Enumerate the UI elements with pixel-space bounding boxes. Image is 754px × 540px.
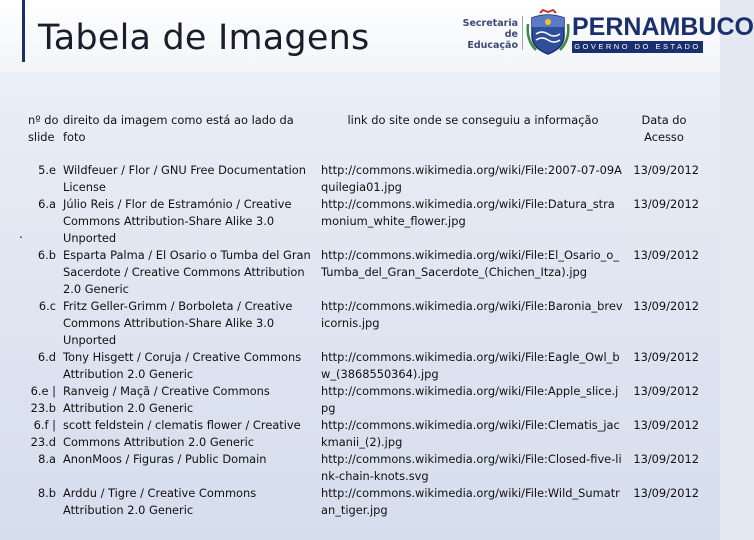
cell-rights: Wildfeuer / Flor / GNU Free Documentation License bbox=[63, 163, 306, 194]
cell-link[interactable]: http://commons.wikimedia.org/wiki/File:El_Osario_o_Tumba_del_Gran_Sacerdote_(Chichen_Itza).jpg bbox=[321, 248, 620, 279]
table-row bbox=[24, 196, 702, 247]
state-subtitle: GOVERNO DO ESTADO bbox=[572, 41, 703, 53]
cell-date: 13/09/2012 bbox=[633, 486, 699, 500]
cell-link[interactable]: http://commons.wikimedia.org/wiki/File:2007-07-09Aquilegia01.jpg bbox=[321, 163, 622, 194]
table-row bbox=[24, 298, 702, 349]
page-title: Tabela de Imagens bbox=[38, 18, 370, 58]
state-name: PERNAMBUCO bbox=[572, 13, 754, 41]
table-row bbox=[24, 417, 702, 451]
cell-slide: 6.a bbox=[38, 197, 56, 211]
table-row bbox=[24, 451, 702, 485]
cell-rights: Arddu / Tigre / Creative Commons Attribution 2.0 Generic bbox=[63, 486, 257, 517]
cell-link[interactable]: http://commons.wikimedia.org/wiki/File:Datura_stramonium_white_flower.jpg bbox=[321, 197, 615, 228]
cell-date: 13/09/2012 bbox=[633, 452, 699, 466]
cell-rights: Esparta Palma / El Osario o Tumba del Gran Sacerdote / Creative Commons Attribution 2.0 Generic bbox=[63, 248, 311, 296]
cell-date: 13/09/2012 bbox=[633, 299, 699, 313]
table-row bbox=[24, 485, 702, 519]
table-row bbox=[24, 247, 702, 298]
table-header-row bbox=[24, 112, 702, 146]
cell-slide: 6.e | 23.b bbox=[30, 384, 56, 415]
cell-slide: 8.a bbox=[38, 452, 56, 466]
image-credits-table bbox=[24, 112, 702, 519]
cell-date: 13/09/2012 bbox=[633, 197, 699, 211]
cell-slide: 8.b bbox=[37, 486, 56, 500]
cell-rights: Ranveig / Maçã / Creative Commons Attribution 2.0 Generic bbox=[63, 384, 270, 415]
secretaria-line-1: Secretaria de bbox=[462, 18, 518, 40]
secretaria-line-2: Educação bbox=[467, 40, 518, 51]
cell-date: 13/09/2012 bbox=[633, 384, 699, 398]
cell-link[interactable]: http://commons.wikimedia.org/wiki/File:Eagle_Owl_bw_(3868550364).jpg bbox=[321, 350, 620, 381]
cell-link[interactable]: http://commons.wikimedia.org/wiki/File:Apple_slice.jpg bbox=[321, 384, 619, 415]
header-image-rights: direito da imagem como está ao lado da foto bbox=[63, 113, 294, 144]
cell-rights: AnonMoos / Figuras / Public Domain bbox=[63, 452, 267, 466]
government-logo bbox=[452, 10, 754, 56]
image-table-container bbox=[24, 112, 702, 519]
header-spacer bbox=[24, 146, 702, 162]
cell-date: 13/09/2012 bbox=[633, 418, 699, 432]
header-slide-number: nº do slide bbox=[28, 113, 59, 144]
cell-date: 13/09/2012 bbox=[633, 350, 699, 364]
header-accent-line bbox=[22, 0, 25, 62]
cell-link[interactable]: http://commons.wikimedia.org/wiki/File:Clematis_jackmanii_(2).jpg bbox=[321, 418, 620, 449]
cell-link[interactable]: http://commons.wikimedia.org/wiki/File:Closed-five-link-chain-knots.svg bbox=[321, 452, 622, 483]
cell-date: 13/09/2012 bbox=[633, 248, 699, 262]
cell-rights: Fritz Geller-Grimm / Borboleta / Creative Commons Attribution-Share Alike 3.0 Unported bbox=[63, 299, 293, 347]
table-row bbox=[24, 162, 702, 196]
coat-of-arms-icon bbox=[526, 10, 570, 56]
cell-slide: 5.e bbox=[38, 163, 56, 177]
header-source-link: link do site onde se conseguiu a informação bbox=[347, 113, 599, 127]
table-row bbox=[24, 349, 702, 383]
cell-link[interactable]: http://commons.wikimedia.org/wiki/File:Baronia_brevicornis.jpg bbox=[321, 299, 623, 330]
logo-divider bbox=[522, 16, 523, 50]
cell-rights: scott feldstein / clematis flower / Creative Commons Attribution 2.0 Generic bbox=[63, 418, 301, 449]
stray-bullet-mark: . bbox=[19, 227, 23, 241]
cell-link[interactable]: http://commons.wikimedia.org/wiki/File:Wild_Sumatran_tiger.jpg bbox=[321, 486, 620, 517]
header-access-date: Data do Acesso bbox=[641, 113, 687, 144]
table-row bbox=[24, 383, 702, 417]
header-bar bbox=[0, 0, 754, 72]
secretaria-label bbox=[452, 18, 518, 51]
cell-date: 13/09/2012 bbox=[633, 163, 699, 177]
cell-slide: 6.f | 23.d bbox=[30, 418, 56, 449]
cell-slide: 6.d bbox=[37, 350, 56, 364]
cell-slide: 6.b bbox=[37, 248, 56, 262]
cell-rights: Júlio Reis / Flor de Estramónio / Creative Commons Attribution-Share Alike 3.0 Unported bbox=[63, 197, 292, 245]
cell-rights: Tony Hisgett / Coruja / Creative Commons Attribution 2.0 Generic bbox=[63, 350, 302, 381]
cell-slide: 6.c bbox=[38, 299, 56, 313]
